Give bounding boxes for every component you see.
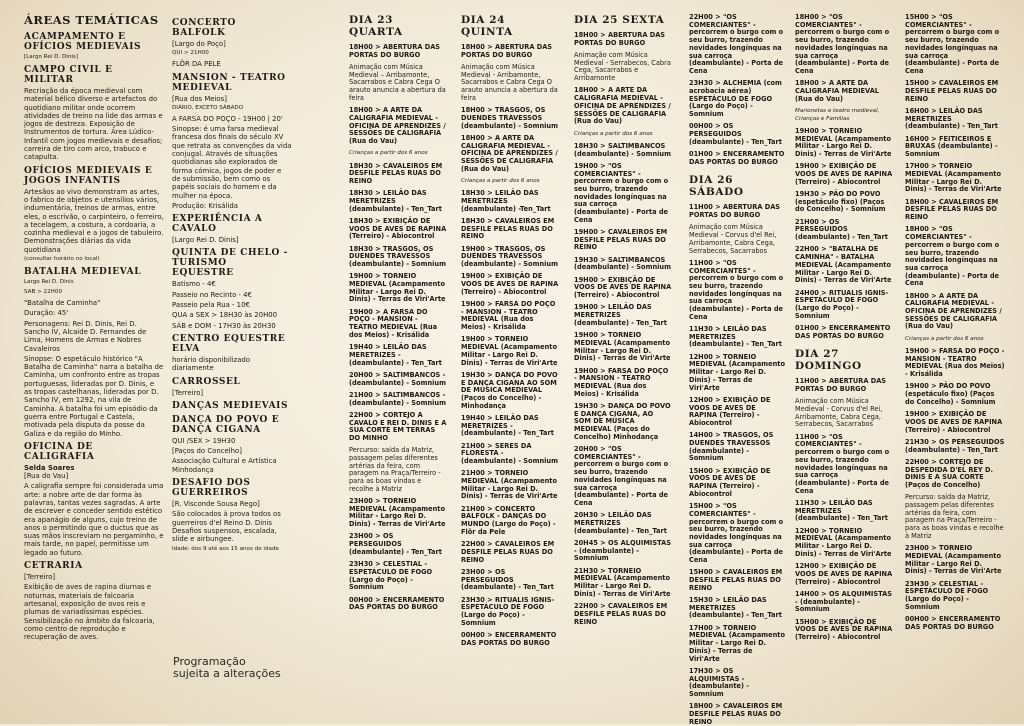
event-item: 20H30 > LEILÃO DAS MERETRIZES (deambulante) - Ten_Tart — [574, 511, 667, 535]
small-note: SAB > 22H00 — [24, 289, 63, 296]
event-item: 19H00 > PÃO DO POVO (espetáculo fixo) (Paços do Concelho) - Somnium — [905, 382, 996, 406]
small-note: Largo Rei D. Dinis — [24, 279, 74, 286]
day-header: DIA 26 SÁBADO — [689, 174, 744, 199]
paragraph: Exibição de aves de rapina diurnas e noturnas, materiais de falcoaria artesanal, exposição de ovos reis e plumas de variadíssimas espécies. Sensibilização no âmbito da falcoaria, como centro de reprodução e recuperação de aves. — [24, 583, 155, 642]
subsection-title: MANSION - TEATRO MEDIEVAL — [172, 72, 286, 93]
subsection-title: CENTRO EQUESTRE ELVA — [172, 333, 286, 354]
event-item: 21H00 > CONCERTO BALFOLK - DANÇAS DO MUNDO (Largo do Poço) - Flôr da Pele — [461, 504, 556, 536]
event-item: 20H00 > "OS COMERCIANTES" - percorrem o burgo com o seu burro, trazendo novidades longínquas na sua carroça (deambulante) - Porta de Cena — [574, 445, 669, 507]
subsection-title: EXPERIÊNCIA A CAVALO — [172, 214, 263, 235]
paragraph: FLÔR DA PELE — [172, 60, 221, 69]
paragraph-bold: Selda Soares — [24, 463, 75, 472]
event-item: 18H00 > A ARTE DA CALIGRAFIA MEDIEVAL - OFICINA DE APRENDIZES / SESSÕES DE CALIGRAFIA (Rua do Vau) — [349, 106, 446, 145]
paragraph: Personagens: Rei D. Dinis, Rei D. Sancho IV, Alcaide D. Fernandes de Lima, Homens de Armas e Nobres Cavaleiros — [24, 319, 147, 353]
event-item: 22H00 > CORTEJO A CAVALO E REI D. DINIS E A SUA CORTE EM TERRAS DO MINHO — [349, 410, 447, 442]
event-item: 19H00 > EXIBIÇÃO DE VOOS DE AVES DE RAPINA (Terreiro) - Abiocontrol — [461, 272, 559, 296]
event-item: 12H00 > EXIBIÇÃO DE VOOS DE AVES DE RAPINA (Terreiro) - Abiocontrol — [795, 562, 893, 586]
event-item: 11H00 > ABERTURA DAS PORTAS DO BURGO — [689, 203, 781, 220]
event-item: 18H30 > LEILÃO DAS MERETRIZES (deambulante) -Ten_Tart — [461, 189, 551, 213]
event-item: 24H00 > RITUALIS IGNIS- ESPETÁCULO DE FOGO (Largo do Poço) - Somnium — [795, 288, 889, 320]
paragraph: [Rua do Vau] — [24, 472, 69, 481]
subsection-title: QUINTA DE CHELO - TURISMO EQUESTRE — [172, 248, 289, 279]
event-item: 23H30 > CELESTIAL - ESPETÁCULO DE FOGO (Largo do Poço) - Somnium — [905, 579, 989, 611]
small-note: DIÁRIO, EXCETO SÁBADO — [172, 104, 244, 111]
subsection-title: CARROSSEL — [172, 376, 241, 387]
paragraph: [Terreiro] — [172, 388, 204, 397]
event-item: 18H00 > A ARTE DA CALIGRAFIA MEDIEVAL - OFICINA DE APRENDIZES / SESSÕES DE CALIGRAFIA (Rua do Vau) — [461, 133, 558, 173]
day-header: DIA 27 DOMINGO — [795, 348, 862, 373]
column-day-27-b — [905, 14, 1005, 718]
event-item: 16H00 > LEILÃO DAS MERETRIZES (deambulante) - Ten_Tart — [905, 106, 998, 131]
event-item: 18H00 > ABERTURA DAS PORTAS DO BURGO — [461, 43, 553, 59]
event-item: 19H00 > TORNEIO MEDIEVAL (Acampamento Militar - Largo Rei D. Dinis) - Terras de Viri'Arte — [349, 272, 446, 304]
event-note: Marionetas e teatro medieval, Crianças e Famílias — [795, 107, 880, 122]
column-day-25 — [574, 14, 672, 714]
subsection-title: ACAMPAMENTO E OFÍCIOS MEDIEVAIS — [24, 32, 142, 52]
event-item: 23H30 > RITUALIS IGNIS- ESPETÁCULO DE FOGO (Largo do Poço) - Somnium — [461, 595, 555, 627]
event-item: 19H00 > CAVALEIROS EM DESFILE PELAS RUAS DO REINO — [574, 228, 668, 252]
event-item: 15H00 > CAVALEIROS EM DESFILE PELAS RUAS DO REINO — [689, 568, 783, 592]
column-day-24 — [461, 14, 559, 714]
event-item: 23H30 > CELESTIAL - ESPETÁCULO DE FOGO (Largo do Poço) - Somnium — [349, 560, 433, 592]
paragraph: Produção: Krisálida — [172, 201, 238, 210]
subsection-title: CAMPO CIVIL E MILITAR — [24, 65, 113, 85]
event-item: 22H00 > CAVALEIROS EM DESFILE PELAS RUAS DO REINO — [461, 540, 555, 564]
event-item: 19H00 > TRASGOS, OS DUENDES TRAVESSOS (deambulante) - Somnium — [461, 244, 558, 269]
event-item: 18H30 > LEILÃO DAS MERETRIZES (deambulante) - Ten_Tart — [349, 189, 442, 213]
subsection-title: CETRARIA — [24, 561, 83, 572]
event-description: Animação com Música Medieval - Corvus d'el Rei, Arribamonte, Cabra Cega, Serrabecos, Sacarrabos — [689, 223, 777, 255]
event-item: 01H00 > ENCERRAMENTO DAS PORTAS DO BURGO — [795, 323, 891, 340]
paragraph: SÁB e DOM - 17H30 às 20H30 — [172, 321, 276, 330]
event-item: 19H00 > TORNEIO MEDIEVAL (Acampamento Militar - Largo Rei D. Dinis) - Terras de Viri'Arte — [574, 331, 671, 363]
event-item: 11H00 > ABERTURA DAS PORTAS DO BURGO — [795, 377, 887, 394]
event-item: 11H00 > "OS COMERCIANTES" - percorrem o burgo com o seu burro, trazendo novidades longínquas na sua carroça (deambulante) - Porta de Cena — [689, 258, 784, 321]
event-item: 15H00 > EXIBIÇÃO DE VOOS DE AVES DE RAPINA (Terreiro) - Abiocontrol — [689, 466, 771, 498]
event-item: 19H00 > FARSA DO POÇO - MANSION - TEATRO MEDIEVAL (Rua dos Meios) - Krisálida — [574, 366, 669, 398]
event-description: Animação com Música Medieval - Serrabecos, Cabra Cega, Sacarrabos e Arribamonte — [574, 51, 671, 83]
event-item: 23H30 > ALCHEMIA (com acrobacia aérea) ESPETÁCULO DE FOGO (Largo do Poço) - Somnium — [689, 79, 782, 119]
subsection-title: CONCERTO BALFOLK — [172, 18, 236, 38]
subsection-title: BATALHA MEDIEVAL — [24, 267, 142, 278]
event-item: 20H00 > SALTIMBANCOS - (deambulante) - Somnium — [349, 370, 446, 387]
event-item: 12H00 > TORNEIO MEDIEVAL (Acampamento Militar - Largo Rei D. Dinis) - Terras de Viri'Arte — [795, 526, 892, 558]
event-description: Animação com Música Medieval – Arribamonte, Sacarrabos e Cabra Cega O arauto anuncia a abertura da feira — [349, 63, 446, 102]
event-item: 15H00 > CAVALEIROS EM DESFILE PELAS RUAS DO REINO — [905, 79, 999, 103]
event-description: Percurso: saída da Matriz, passagem pelas diferentes artérias da feira, com paragem na Praça/Terreiro - para as boas vindas e recolhe à Matriz — [349, 446, 441, 493]
column-day-26-a — [689, 13, 785, 726]
event-item: 18H30 > TRASGOS, OS DUENDES TRAVESSOS (deambulante) - Somnium — [349, 244, 446, 269]
paragraph: "Batalha de Caminha" — [24, 299, 101, 308]
event-item: 00H00 > ENCERRAMENTO DAS PORTAS DO BURGO — [905, 614, 1001, 631]
subsection-title: DANÇA DO POVO E DANÇA CIGANA — [172, 414, 280, 435]
small-note: QUI > 21H00 — [172, 50, 209, 57]
event-item: 19H00 > TORNEIO MEDIEVAL (Acampamento Militar - Largo Rei D. Dinis) - Terras de Viri'Arte — [795, 126, 892, 159]
event-item: 18H30 > SALTIMBANCOS (deambulante) - Somnium — [574, 141, 671, 158]
column-activities — [172, 14, 292, 552]
day-header: DIA 23 QUARTA — [349, 14, 403, 38]
event-note: Crianças a partir dos 6 anos — [461, 177, 540, 184]
event-item: 00H00 > OS PERSEGUIDOS (deambulante) - Ten_Tart — [689, 122, 782, 146]
paragraph: [Rua dos Meios] — [172, 94, 227, 103]
small-note: (consultar horário no local) — [24, 256, 100, 263]
event-item: 23H00 > TORNEIO MEDIEVAL (Acampamento Militar - Largo Rei D. Dinis) - Terras de Viri'Arte — [905, 544, 1002, 576]
event-item: 18H00 > A ARTE DA CALIGRAFIA MEDIEVAL - OFICINA DE APRENDIZES / SESSÕES DE CALIGRAFIA (Rua do Vau) — [574, 86, 671, 126]
event-item: 21H30 > TORNEIO MEDIEVAL (Acampamento Militar - Largo Rei D. Dinis) - Terras de Viri'Arte — [574, 566, 671, 598]
paragraph: Sinopse: é uma farsa medieval francesa dos finais do século XV que retrata as convenções da vida conjugal. Através de situações quotidianas são explorados de forma cómica, jogos de poder e de submissão, bem como os papéis sociais do homem e da mulher na época. — [172, 125, 292, 200]
subsection-title: OFICINA DE CALIGRAFIA — [24, 441, 95, 462]
event-item: 19H00 > FARSA DO POÇO - MANSION - TEATRO MEDIEVAL (Rua dos Meios) - Krisálida — [461, 300, 556, 332]
paragraph: Associação Cultural e Artística Minhodança — [172, 457, 277, 474]
event-item: 19H40 > LEILÃO DAS MERETRIZES - (deambulante) - Ten_Tart — [461, 413, 554, 438]
column-day-23 — [349, 14, 447, 714]
event-item: 14H00 > OS ALQUIMISTAS - (deambulante) - Somnium — [795, 589, 892, 614]
event-item: 18H00 > TRASGOS, OS DUENDES TRAVESSOS (deambulante) - Somnium — [461, 106, 558, 130]
event-item: 19H40 > LEILÃO DAS MERETRIZES - (deambulante) - Ten_Tart — [349, 343, 442, 367]
paragraph: Passeio pela Rua - 10€ — [172, 301, 250, 310]
paragraph: A FARSA DO POÇO - 19H00 | 20' — [172, 114, 283, 123]
event-item: 21H00 > SALTIMBANCOS - (deambulante) - Somnium — [349, 390, 446, 407]
event-item: 19H30 > DANÇA DO POVO E DANÇA CIGANA AO SOM DE MÚSICA MEDIEVAL (Paços do Concelho) - Minhodança — [461, 370, 558, 410]
event-item: 11H00 > "OS COMERCIANTES" - percorrem o burgo com o seu burro, trazendo novidades longínquas na sua carroça (deambulante) - Porta de Cena — [795, 432, 890, 495]
column-thematic-areas — [24, 14, 164, 704]
event-item: 19H00 > FARSA DO POÇO - MANSION - TEATRO MEDIEVAL (Rua dos Meios) - Krisálida — [905, 347, 1005, 379]
program-note-line-1: Programação — [173, 655, 246, 668]
event-item: 18H30 > CAVALEIROS EM DESFILE PELAS RUAS DO REINO — [461, 216, 555, 241]
paragraph: [Terreiro] — [24, 573, 56, 582]
event-item: 22H00 > "OS COMERCIANTES" - percorrem o burgo com o seu burro, trazendo novidades longínquas na sua carroça (deambulante) - Porta de Cena — [689, 13, 784, 75]
paragraph: QUA a SEX > 18H30 às 20H00 — [172, 311, 278, 320]
event-item: 00H00 > ENCERRAMENTO DAS PORTAS DO BURGO — [461, 630, 557, 647]
paragraph: [Largo Rei D. Dinis] — [172, 236, 239, 245]
event-item: 18H00 > CAVALEIROS EM DESFILE PELAS RUAS DO REINO — [689, 702, 783, 726]
paragraph: horário disponibilizado diariamente — [172, 355, 251, 373]
event-note: Crianças a partir dos 6 anos — [905, 335, 984, 342]
paragraph: Duração: 45' — [24, 309, 69, 318]
event-item: 20H45 > OS ALQUIMISTAS - (deambulante) - Somnium — [574, 538, 671, 563]
event-item: 19H30 > PÃO DO POVO (espetáculo fixo) (Paços do Concelho) - Somnium — [795, 190, 886, 214]
event-item: 11H30 > LEILÃO DAS MERETRIZES (deambulante) - Ten_Tart — [689, 325, 782, 349]
event-item: 19H30 > SALTIMBANCOS (deambulante) - Somnium — [574, 255, 671, 272]
paragraph: QUI /SEX > 19H30 — [172, 436, 236, 445]
event-item: 21H00 > OS PERSEGUIDOS (deambulante) - Ten_Tart — [795, 217, 888, 242]
event-item: 23H00 > TORNEIO MEDIEVAL (Acampamento Militar - Largo Rei D. Dinis) - Terras de Viri'Arte — [349, 497, 446, 529]
event-item: 22H00 > CORTEJO DE DESPEDIDA D'EL REY D. DINIS E A SUA CORTE (Paços do Concelho) — [905, 457, 993, 489]
event-item: 19H00 > EXIBIÇÃO DE VOOS DE AVES DE RAPINA (Terreiro) - Abiocontrol — [574, 275, 672, 300]
event-item: 18H00 > A ARTE DA CALIGRAFIA MEDIEVAL (Rua do Vau) — [795, 79, 880, 103]
subsection-title: DESAFIO DOS GUERREIROS — [172, 478, 251, 499]
paragraph: [Largo do Poço] — [172, 40, 226, 48]
paragraph: Recriação da época medieval com material bélico diverso e artefactos do quotidiano militar onde ocorrem atividades de treino na lide das armas e jogos de destreza. Exposição de Instrumentos de tortura. Área Lúdico-Infantil com jogos medievais e desafios; carreira de tiro com arco, trabuco e catapulta. — [24, 87, 163, 162]
event-item: 17H30 > OS ALQUIMISTAS - (deambulante) - Somnium — [689, 666, 750, 698]
program-subject-to-changes — [173, 656, 281, 680]
event-item: 17H00 > TORNEIO MEDIEVAL (Acampamento Militar - Largo Rei D. Dinis) - Terras de Viri'Arte — [905, 162, 1002, 194]
paragraph: Artesãos ao vivo demonstram as artes, o fabrico de objetos e utensílios vários, indumentária, treinos de armas, entre eles, o escrivão, o carpinteiro, o ferreiro, a tecelagem, a costura, a cordoaria, a cozinha medieval e a jogos de tabuleiro. Demonstrações diárias da vida quotidiana — [24, 187, 164, 254]
event-item: 15H00 > "OS COMERCIANTES" - percorrem o burgo com o seu burro, trazendo novidades longínquas na sua carroça (deambulante) - Porta de Cena — [689, 502, 784, 565]
event-item: 18H00 > A ARTE DA CALIGRAFIA MEDIEVAL - OFICINA DE APRENDIZES / SESSÕES DE CALIGRAFIA (Rua do Vau) — [905, 291, 1002, 331]
event-item: 22H00 > CAVALEIROS EM DESFILE PELAS RUAS DO REINO — [574, 602, 668, 626]
event-item: 23H00 > OS PERSEGUIDOS (deambulante) - Ten_Tart — [461, 567, 554, 592]
event-description: Animação com Música Medieval - Arribamonte, Sacarrabos e Cabra Cega O arauto anuncia a abertura da feira — [461, 63, 558, 102]
event-item: 21H00 > TORNEIO MEDIEVAL (Acampamento Militar - Largo Rei D. Dinis) - Terras de Viri'Arte — [461, 469, 558, 501]
small-note: Idade: dos 9 até aos 15 anos de idade — [172, 545, 279, 552]
event-item: 22H00 > "BATALHA DE CAMINHA" - BATALHA MEDIEVAL (Acampamento Militar - Largo Rei D. Dinis) - Terras de Viri'Arte — [795, 245, 892, 285]
event-item: 18H00 > CAVALEIROS EM DESFILE PELAS RUAS DO REINO — [905, 197, 999, 222]
paragraph: A caligrafia sempre foi considerada uma arte: a nobre arte de dar forma às palavras, tantas vezes sagradas. A arte de escrever e conceder sentido estético era apanágio de alguns, cujo treino de anos o permitindo que o ductus que as suas mãos inscreviam no pergaminho, e mais tarde, no papel, permitisse um legado ao futuro. — [24, 482, 164, 557]
event-item: 15H30 > LEILÃO DAS MERETRIZES (deambulante) - Ten_Tart — [689, 596, 782, 620]
section-title: ÁREAS TEMÁTICAS — [24, 13, 159, 27]
event-item: 14H00 > TRASGOS, OS DUENDES TRAVESSOS (deambulante) - Somnium — [689, 431, 774, 463]
event-item: 19H00 > A FARSA DO POÇO - MANSION - TEATRO MEDIEVAL (Rua dos Meios) - Krisálida — [349, 307, 438, 339]
paragraph: [Paços do Concelho] — [172, 447, 242, 456]
day-header: DIA 24 QUINTA — [461, 14, 513, 38]
event-item: 01H00 > ENCERRAMENTO DAS PORTAS DO BURGO — [689, 150, 785, 166]
paragraph: [R. Visconde Sousa Rego] — [172, 500, 260, 509]
event-description: Percurso: saída da Matriz, passagem pelas diferentes artérias da feira, com paragem na Praça/Terreiro - para as boas vindas e recolhe à Matriz — [905, 493, 1004, 540]
event-item: 19H00 > "OS COMERCIANTES" - percorrem o burgo com o seu burro, trazendo novidades longínquas na sua carroça (deambulante) - Porta de Cena — [574, 161, 669, 224]
event-description: Animação com Música Medieval - Corvus d'el Rei, Arribamonte, Cabra Cega, Serrabecos, Sacarrabos — [795, 397, 883, 429]
event-item: 19H30 > DANÇA DO POVO E DANÇA CIGANA, AO SOM DE MÚSICA MEDIEVAL (Paços do Concelho) Minhodança — [574, 401, 671, 441]
event-item: 12H00 > TORNEIO MEDIEVAL (Acampamento Militar - Largo Rei D. Dinis) - Terras de Viri'Arte — [689, 352, 785, 392]
event-item: 21H00 > SERES DA FLORESTA - (deambulante) - Somnium — [461, 441, 558, 466]
paragraph: Passeio no Recinto - 4€ — [172, 290, 252, 299]
paragraph: São colocados à prova todos os guerreiros d'el Reino D. Dinis Desafios suspensos, escalada, slide e airbungee. — [172, 510, 281, 544]
event-item: 19H00 > TORNEIO MEDIEVAL (Acampamento Militar - Largo Rei D. Dinis) - Terras de Viri'Arte — [461, 335, 558, 367]
event-item: 21H30 > OS PERSEGUIDOS (deambulante) - Ten_Tart — [905, 437, 1005, 454]
event-item: 18H00 > ABERTURA DAS PORTAS DO BURGO — [349, 43, 441, 59]
event-item: 16H00 > FEITICEIROS E BRUXAS (deambulante) - Somnium — [905, 134, 998, 159]
event-item: 23H00 > OS PERSEGUIDOS (deambulante) - Ten_Tart — [349, 532, 442, 556]
event-item: 18H30 > EXIBIÇÃO DE VOOS DE AVES DE RAPINA (Terreiro) - Abiocontrol — [349, 216, 447, 241]
event-item: 15H00 > EXIBIÇÃO DE VOOS DE AVES DE RAPINA (Terreiro) - Abiocontrol — [795, 617, 893, 641]
subsection-title: OFÍCIOS MEDIEVAIS E JOGOS INFANTIS — [24, 165, 153, 186]
event-item: 17H00 > TORNEIO MEDIEVAL (Acampamento Militar - Largo Rei D. Dinis) - Terras de Viri'Arte — [689, 623, 785, 663]
event-item: 00H00 > ENCERRAMENTO DAS PORTAS DO BURGO — [349, 595, 445, 612]
event-item: 12H00 > EXIBIÇÃO DE VOOS DE AVES DE RAPINA (Terreiro) - Abiocontrol — [689, 395, 771, 427]
program-note-line-2: sujeita a alterações — [173, 667, 281, 680]
event-item: 11H30 > LEILÃO DAS MERETRIZES (deambulante) - Ten_Tart — [795, 498, 888, 523]
paragraph: Sinopse: O espetáculo histórico "A Batalha de Caminha" narra a batalha de Caminha, um confronto entre as tropas portuguesas, lideradas por D. Dinis, e as tropas castelhanas, lideradas por D. Sancho IV, em 1292, na vila de Caminha. A batalha foi um episódio da guerra entre Portugal e Castela, motivada pela disputa da posse da Galiza e da região do Minho. — [24, 354, 164, 438]
event-item: 18H00 > "OS COMERCIANTES" - percorrem o burgo com o seu burro, trazendo novidades longínquas na sua carroça (deambulante) - Porta de Cena — [795, 13, 890, 75]
event-item: 15H00 > "OS COMERCIANTES" - percorrem o burgo com o seu burro, trazendo novidades longínquas na sua carroça (deambulante) - Porta de Cena — [905, 13, 1000, 75]
event-note: Crianças a partir dos 6 anos — [349, 150, 428, 157]
small-note: [Largo Rei D. Dinis] — [24, 54, 79, 60]
event-item: 18H00 > ABERTURA DAS PORTAS DO BURGO — [574, 31, 666, 47]
paragraph: Batismo - 4€ — [172, 280, 216, 289]
subsection-title: DANÇAS MEDIEVAIS — [172, 400, 289, 411]
column-day-26-27 — [795, 14, 893, 718]
event-item: 19H00 > EXIBIÇÃO DE VOOS DE AVES DE RAPINA (Terreiro) - Abiocontrol — [795, 162, 893, 186]
event-note: Crianças a partir dos 6 anos — [574, 130, 653, 137]
event-item: 19H00 > LEILÃO DAS MERETRIZES (deambulante) - Ten_Tart — [574, 303, 667, 327]
event-item: 19H00 > EXIBIÇÃO DE VOOS DE AVES DE RAPINA (Terreiro) - Abiocontrol — [905, 410, 1003, 434]
event-item: 18H30 > CAVALEIROS EM DESFILE PELAS RUAS DO REINO — [349, 161, 443, 185]
event-item: 18H00 > "OS COMERCIANTES" - percorrem o burgo com o seu burro, trazendo novidades longínquas na sua carroça (deambulante) - Porta de Cena — [905, 225, 1000, 288]
day-header: DIA 25 SEXTA — [574, 14, 665, 26]
